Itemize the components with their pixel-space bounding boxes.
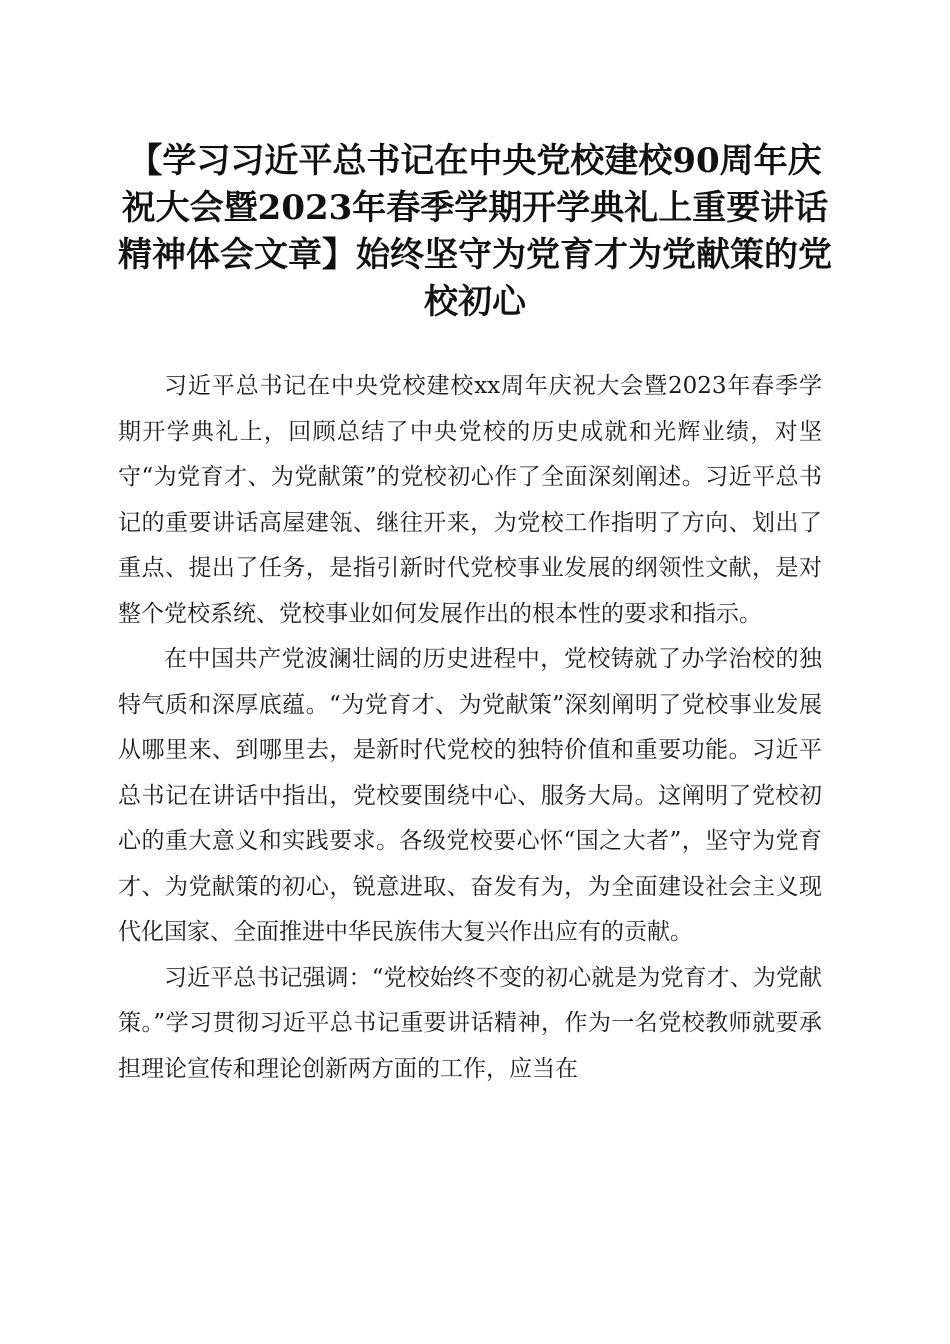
paragraph-1: 习近平总书记在中央党校建校xx周年庆祝大会暨2023年春季学期开学典礼上，回顾总结了中央党校的历史成就和光辉业绩，对坚守“为党育才、为党献策”的党校初心作了全面深刻阐述。习近平总书记的重要讲话高屋建瓴、继往开来，为党校工作指明了方向、划出了重点、提出了任务，是指引新时代党校事业发展的纲领性文献，是对整个党校系统、党校事业如何发展作出的根本性的要求和指示。: [118, 373, 822, 627]
document-body: [118, 364, 822, 1092]
document-title: 【学习习近平总书记在中央党校建校90周年庆祝大会暨2023年春季学期开学典礼上重要讲话精神体会文章】始终坚守为党育才为党献策的党校初心: [118, 141, 832, 322]
paragraph-3: 习近平总书记强调：“党校始终不变的初心就是为党育才、为党献策。”学习贯彻习近平总书记重要讲话精神，作为一名党校教师就要承担理论宣传和理论创新两方面的工作，应当在: [118, 964, 822, 1082]
paragraph-2: 在中国共产党波澜壮阔的历史进程中，党校铸就了办学治校的独特气质和深厚底蕴。“为党育才、为党献策”深刻阐明了党校事业发展从哪里来、到哪里去，是新时代党校的独特价值和重要功能。习近平总书记在讲话中指出，党校要围绕中心、服务大局。这阐明了党校初心的重大意义和实践要求。各级党校要心怀“国之大者”，坚守为党育才、为党献策的初心，锐意进取、奋发有为，为全面建设社会主义现代化国家、全面推进中华民族伟大复兴作出应有的贡献。: [118, 646, 822, 945]
